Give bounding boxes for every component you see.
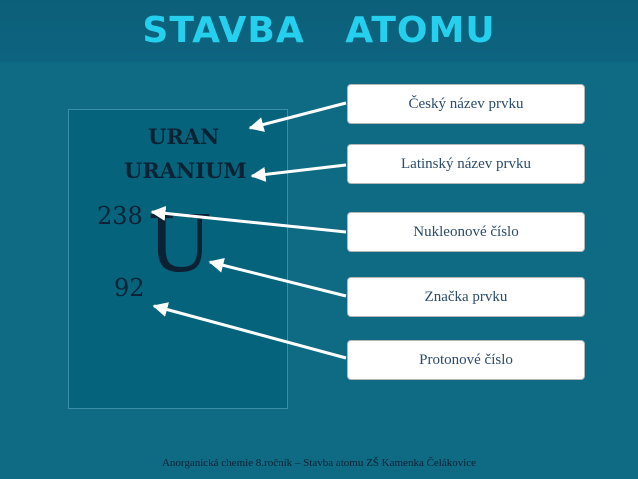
nucleon-number: 238 (97, 202, 143, 230)
label-czech-name: Český název prvku (347, 84, 585, 124)
arrow-symbol (210, 262, 346, 296)
label-proton-number: Protonové číslo (347, 340, 585, 380)
slide-title: STAVBA ATOMU (142, 10, 496, 51)
label-symbol: Značka prvku (347, 277, 585, 317)
arrow-proton-number (154, 306, 346, 358)
label-latin-name: Latinský název prvku (347, 144, 585, 184)
arrow-nucleon-number (152, 212, 346, 232)
latin-element-name: URANIUM (124, 158, 247, 183)
arrow-latin-name (252, 165, 346, 176)
czech-element-name: URAN (148, 124, 220, 149)
proton-number: 92 (114, 274, 145, 302)
label-nucleon-number: Nukleonové číslo (347, 212, 585, 252)
arrow-czech-name (250, 103, 346, 128)
element-symbol: U (147, 200, 213, 290)
footer-text: Anorganická chemie 8.ročník – Stavba atomu ZŠ Kamenka Čelákovice (161, 457, 477, 469)
